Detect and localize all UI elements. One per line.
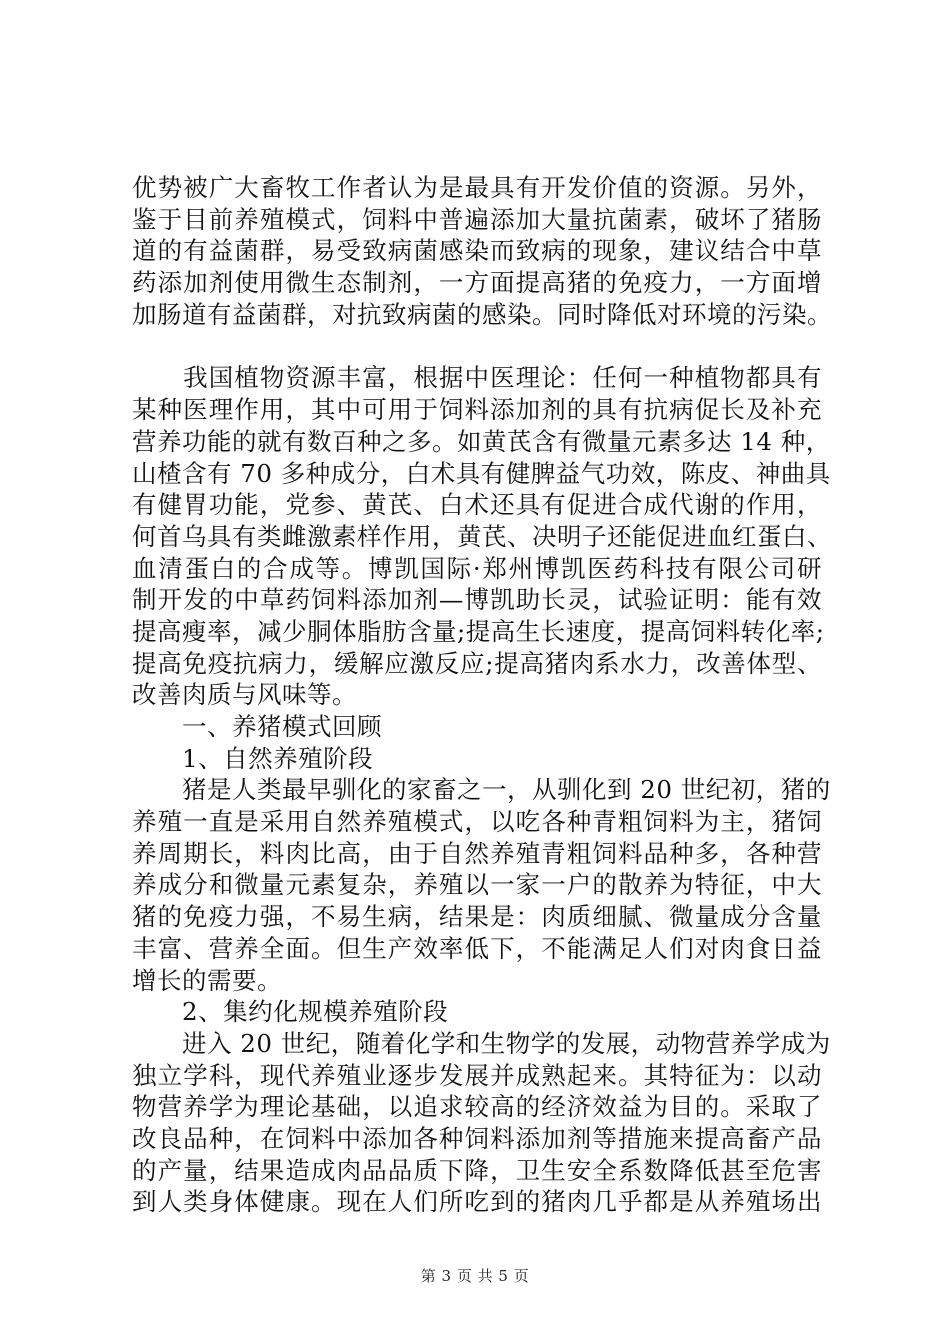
paragraph-4 — [132, 1028, 831, 1218]
text-line: 猪是人类最早驯化的家畜之一，从驯化到 20 世纪初，猪的 — [132, 775, 831, 805]
text-line: 鉴于目前养殖模式，饲料中普遍添加大量抗菌素，破坏了猪肠 — [132, 204, 822, 234]
text-line: 血清蛋白的合成等。博凯国际·郑州博凯医药科技有限公司研 — [132, 553, 822, 583]
text-line: 某种医理作用，其中可用于饲料添加剂的具有抗病促长及补充 — [132, 395, 822, 425]
paragraph-gap — [132, 330, 822, 362]
text-line: 山楂含有 70 多种成分，白术具有健脾益气功效，陈皮、神曲具 — [132, 458, 831, 488]
text-line: 的产量，结果造成肉品品质下降，卫生安全系数降低甚至危害 — [132, 1155, 822, 1185]
page-number-label: 第 3 页 共 5 页 — [420, 1267, 530, 1285]
paragraph-1 — [132, 172, 832, 330]
text-line: 到人类身体健康。现在人们所吃到的猪肉几乎都是从养殖场出 — [132, 1187, 822, 1217]
text-line: 进入 20 世纪，随着化学和生物学的发展，动物营养学成为 — [132, 1028, 831, 1058]
text-line: 提高瘦率，减少胴体脂肪含量;提高生长速度，提高饲料转化率; — [132, 616, 825, 646]
subsection-heading: 1、自然养殖阶段 — [132, 743, 374, 773]
text-line: 物营养学为理论基础，以追求较高的经济效益为目的。采取了 — [132, 1092, 822, 1122]
document-body — [132, 172, 832, 1218]
text-line: 猪的免疫力强，不易生病，结果是：肉质细腻、微量成分含量 — [132, 902, 822, 932]
paragraph-2 — [132, 362, 832, 711]
text-line: 优势被广大畜牧工作者认为是最具有开发价值的资源。另外， — [132, 173, 822, 202]
subsection-heading: 2、集约化规模养殖阶段 — [132, 997, 449, 1027]
text-line: 养周期长，料肉比高，由于自然养殖青粗饲料品种多，各种营 — [132, 838, 822, 868]
text-line: 增长的需要。 — [132, 965, 282, 995]
section-heading: 一、养猪模式回顾 — [132, 712, 382, 741]
text-line: 加肠道有益菌群，对抗致病菌的感染。同时降低对环境的污染。 — [132, 299, 832, 329]
text-line: 制开发的中草药饲料添加剂—博凯助长灵，试验证明：能有效 — [132, 585, 822, 615]
text-line: 改良品种，在饲料中添加各种饲料添加剂等措施来提高畜产品 — [132, 1123, 822, 1153]
text-line: 药添加剂使用微生态制剂，一方面提高猪的免疫力，一方面增 — [132, 268, 822, 298]
text-line: 何首乌具有类雌激素样作用，黄芪、决明子还能促进血红蛋白、 — [132, 521, 832, 551]
text-line: 提高免疫抗病力，缓解应激反应;提高猪肉系水力，改善体型、 — [132, 648, 822, 678]
text-line: 养成分和微量元素复杂，养殖以一家一户的散养为特征，中大 — [132, 870, 822, 900]
text-line: 丰富、营养全面。但生产效率低下，不能满足人们对肉食日益 — [132, 933, 822, 963]
text-line: 改善肉质与风味等。 — [132, 680, 357, 710]
text-line: 养殖一直是采用自然养殖模式，以吃各种青粗饲料为主，猪饲 — [132, 807, 822, 837]
text-line: 独立学科，现代养殖业逐步发展并成熟起来。其特征为：以动 — [132, 1060, 822, 1090]
page-footer — [0, 1265, 950, 1286]
text-line: 道的有益菌群，易受致病菌感染而致病的现象，建议结合中草 — [132, 236, 822, 266]
text-line: 我国植物资源丰富，根据中医理论：任何一种植物都具有 — [132, 363, 822, 393]
text-line: 有健胃功能，党参、黄芪、白术还具有促进合成代谢的作用， — [132, 490, 822, 520]
text-line: 营养功能的就有数百种之多。如黄芪含有微量元素多达 14 种， — [132, 426, 831, 456]
paragraph-3 — [132, 774, 831, 996]
